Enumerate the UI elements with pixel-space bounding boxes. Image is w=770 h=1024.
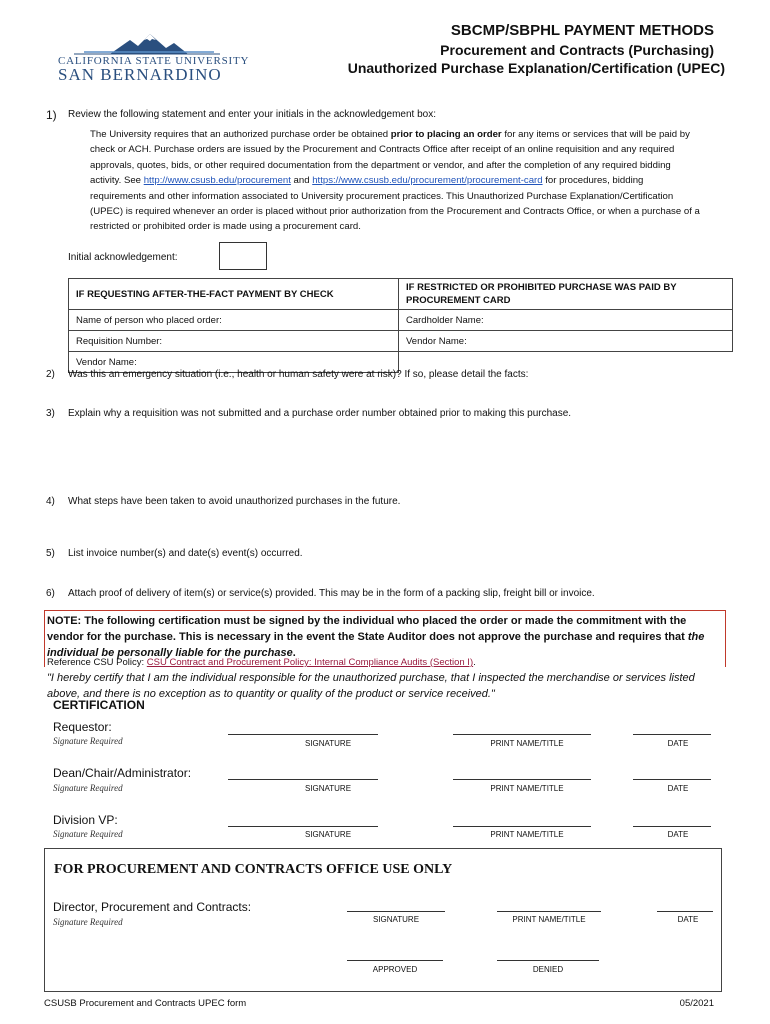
dean-sig-required: Signature Required [53, 783, 123, 793]
requestor-print-label: PRINT NAME/TITLE [490, 739, 564, 748]
q2-number: 2) [46, 369, 55, 380]
q4-number: 4) [46, 496, 55, 507]
denied-line[interactable] [497, 960, 599, 961]
check-header: IF REQUESTING AFTER-THE-FACT PAYMENT BY CHECK [69, 279, 399, 310]
dean-print-line[interactable] [453, 779, 591, 780]
pcard-vendor-name-field[interactable]: Vendor Name: [399, 331, 733, 352]
q5-text: List invoice number(s) and date(s) event(s) occurred. [68, 548, 303, 559]
vp-date-line[interactable] [633, 826, 711, 827]
vp-date-label: DATE [667, 830, 689, 839]
initial-ack-input[interactable] [219, 242, 267, 270]
certification-note: NOTE: The following certification must be signed by the individual who placed the order or made the commitment with the vendor for the purchase. This is necessary in the event the State Auditor does not approve the purchase and requires that the individual be personally liable for the purchase. [47, 615, 705, 659]
requestor-date-label: DATE [667, 739, 689, 748]
q3-text: Explain why a requisition was not submitted and a purchase order number obtained prior to making this purchase. [68, 408, 572, 419]
payment-info-table [68, 278, 733, 373]
logo-line-2: SAN BERNARDINO [58, 65, 222, 84]
dean-signature-line[interactable] [228, 779, 378, 780]
policy-statement: The University requires that an authorized purchase order be obtained prior to placing an order for any items or services that will be paid by check or ACH. Purchase orders are issued by the Procurement and Contracts Office after receipt of an online requisition and any required approvals, quotes, bids, or other required documentation from the department or vendor, and after the completion of any required bidding activity. See http://www.csusb.edu/procurement and https://www.csusb.edu/procurement/procurement-card for procedures, bidding requirements and other information associated to University procurement practices. This Unauthorized Purchase Explanation/Certification (UPEC) is required whenever an order is placed without prior authorization from the Procurement and Contracts Office, or when a purchase of a restricted or prohibited order is made using a procurement card. [90, 129, 700, 233]
dean-signature-label: SIGNATURE [304, 784, 352, 793]
director-signature-label: SIGNATURE [372, 915, 420, 924]
director-print-label: PRINT NAME/TITLE [512, 915, 586, 924]
csu-policy-link[interactable]: CSU Contract and Procurement Policy: Internal Compliance Audits (Section I) [146, 657, 474, 668]
q6-text: Attach proof of delivery of item(s) or service(s) provided. This may be in the form of a packing slip, freight bill or invoice. [68, 588, 595, 599]
q3-number: 3) [46, 408, 55, 419]
q6-number: 6) [46, 588, 55, 599]
form-title: Unauthorized Purchase Explanation/Certification (UPEC) [347, 60, 725, 76]
requestor-signature-label: SIGNATURE [304, 739, 352, 748]
dean-date-label: DATE [667, 784, 689, 793]
vp-signature-line[interactable] [228, 826, 378, 827]
q1-number: 1) [46, 108, 57, 122]
director-date-line[interactable] [657, 911, 713, 912]
requestor-date-line[interactable] [633, 734, 711, 735]
policy-reference: Reference CSU Policy: CSU Contract and Procurement Policy: Internal Compliance Audits (Section I). [47, 657, 476, 668]
csusb-logo-icon [64, 30, 224, 56]
q2-text: Was this an emergency situation (i.e., health or human safety were at risk)? If so, please detail the facts: [68, 369, 529, 380]
cardholder-name-field[interactable]: Cardholder Name: [399, 310, 733, 331]
check-vendor-name-field[interactable]: Vendor Name: [69, 352, 399, 373]
office-use-heading: FOR PROCUREMENT AND CONTRACTS OFFICE USE ONLY [54, 862, 453, 877]
requestor-sig-required: Signature Required [53, 736, 123, 746]
denied-label: DENIED [532, 965, 564, 974]
director-print-line[interactable] [497, 911, 601, 912]
approved-label: APPROVED [372, 965, 418, 974]
requestor-label: Requestor: [53, 720, 112, 734]
q1-text: Review the following statement and enter your initials in the acknowledgement box: [68, 109, 436, 120]
vp-sig-required: Signature Required [53, 829, 123, 839]
director-date-label: DATE [677, 915, 699, 924]
footer-date: 05/2021 [679, 998, 714, 1009]
procurement-card-link[interactable]: https://www.csusb.edu/procurement/procurement-card [312, 175, 543, 187]
certification-statement: "I hereby certify that I am the individual responsible for the unauthorized purchase, that I inspected the merchandise or services listed above, and there is no exception as to quantity or quality of the product or service received." [47, 672, 695, 700]
requisition-number-field[interactable]: Requisition Number: [69, 331, 399, 352]
form-category-title: SBCMP/SBPHL PAYMENT METHODS [450, 22, 714, 39]
requestor-print-line[interactable] [453, 734, 591, 735]
vp-print-label: PRINT NAME/TITLE [490, 830, 564, 839]
vp-label: Division VP: [53, 813, 118, 827]
initial-ack-label: Initial acknowledgement: [68, 252, 178, 263]
director-label: Director, Procurement and Contracts: [53, 900, 252, 914]
director-sig-required: Signature Required [53, 917, 123, 927]
q4-text: What steps have been taken to avoid unauthorized purchases in the future. [68, 496, 401, 507]
footer-form-name: CSUSB Procurement and Contracts UPEC form [44, 998, 247, 1009]
pcard-header: IF RESTRICTED OR PROHIBITED PURCHASE WAS PAID BY PROCUREMENT CARD [399, 279, 733, 310]
vp-print-line[interactable] [453, 826, 591, 827]
q5-number: 5) [46, 548, 55, 559]
dean-label: Dean/Chair/Administrator: [53, 766, 192, 780]
dean-date-line[interactable] [633, 779, 711, 780]
person-placed-order-field[interactable]: Name of person who placed order: [69, 310, 399, 331]
certification-heading: CERTIFICATION [53, 698, 145, 712]
requestor-signature-line[interactable] [228, 734, 378, 735]
approved-line[interactable] [347, 960, 443, 961]
department-title: Procurement and Contracts (Purchasing) [440, 42, 714, 58]
logo-line-1: CALIFORNIA STATE UNIVERSITY [58, 55, 250, 67]
vp-signature-label: SIGNATURE [304, 830, 352, 839]
dean-print-label: PRINT NAME/TITLE [490, 784, 564, 793]
procurement-link[interactable]: http://www.csusb.edu/procurement [143, 175, 291, 187]
director-signature-line[interactable] [347, 911, 445, 912]
